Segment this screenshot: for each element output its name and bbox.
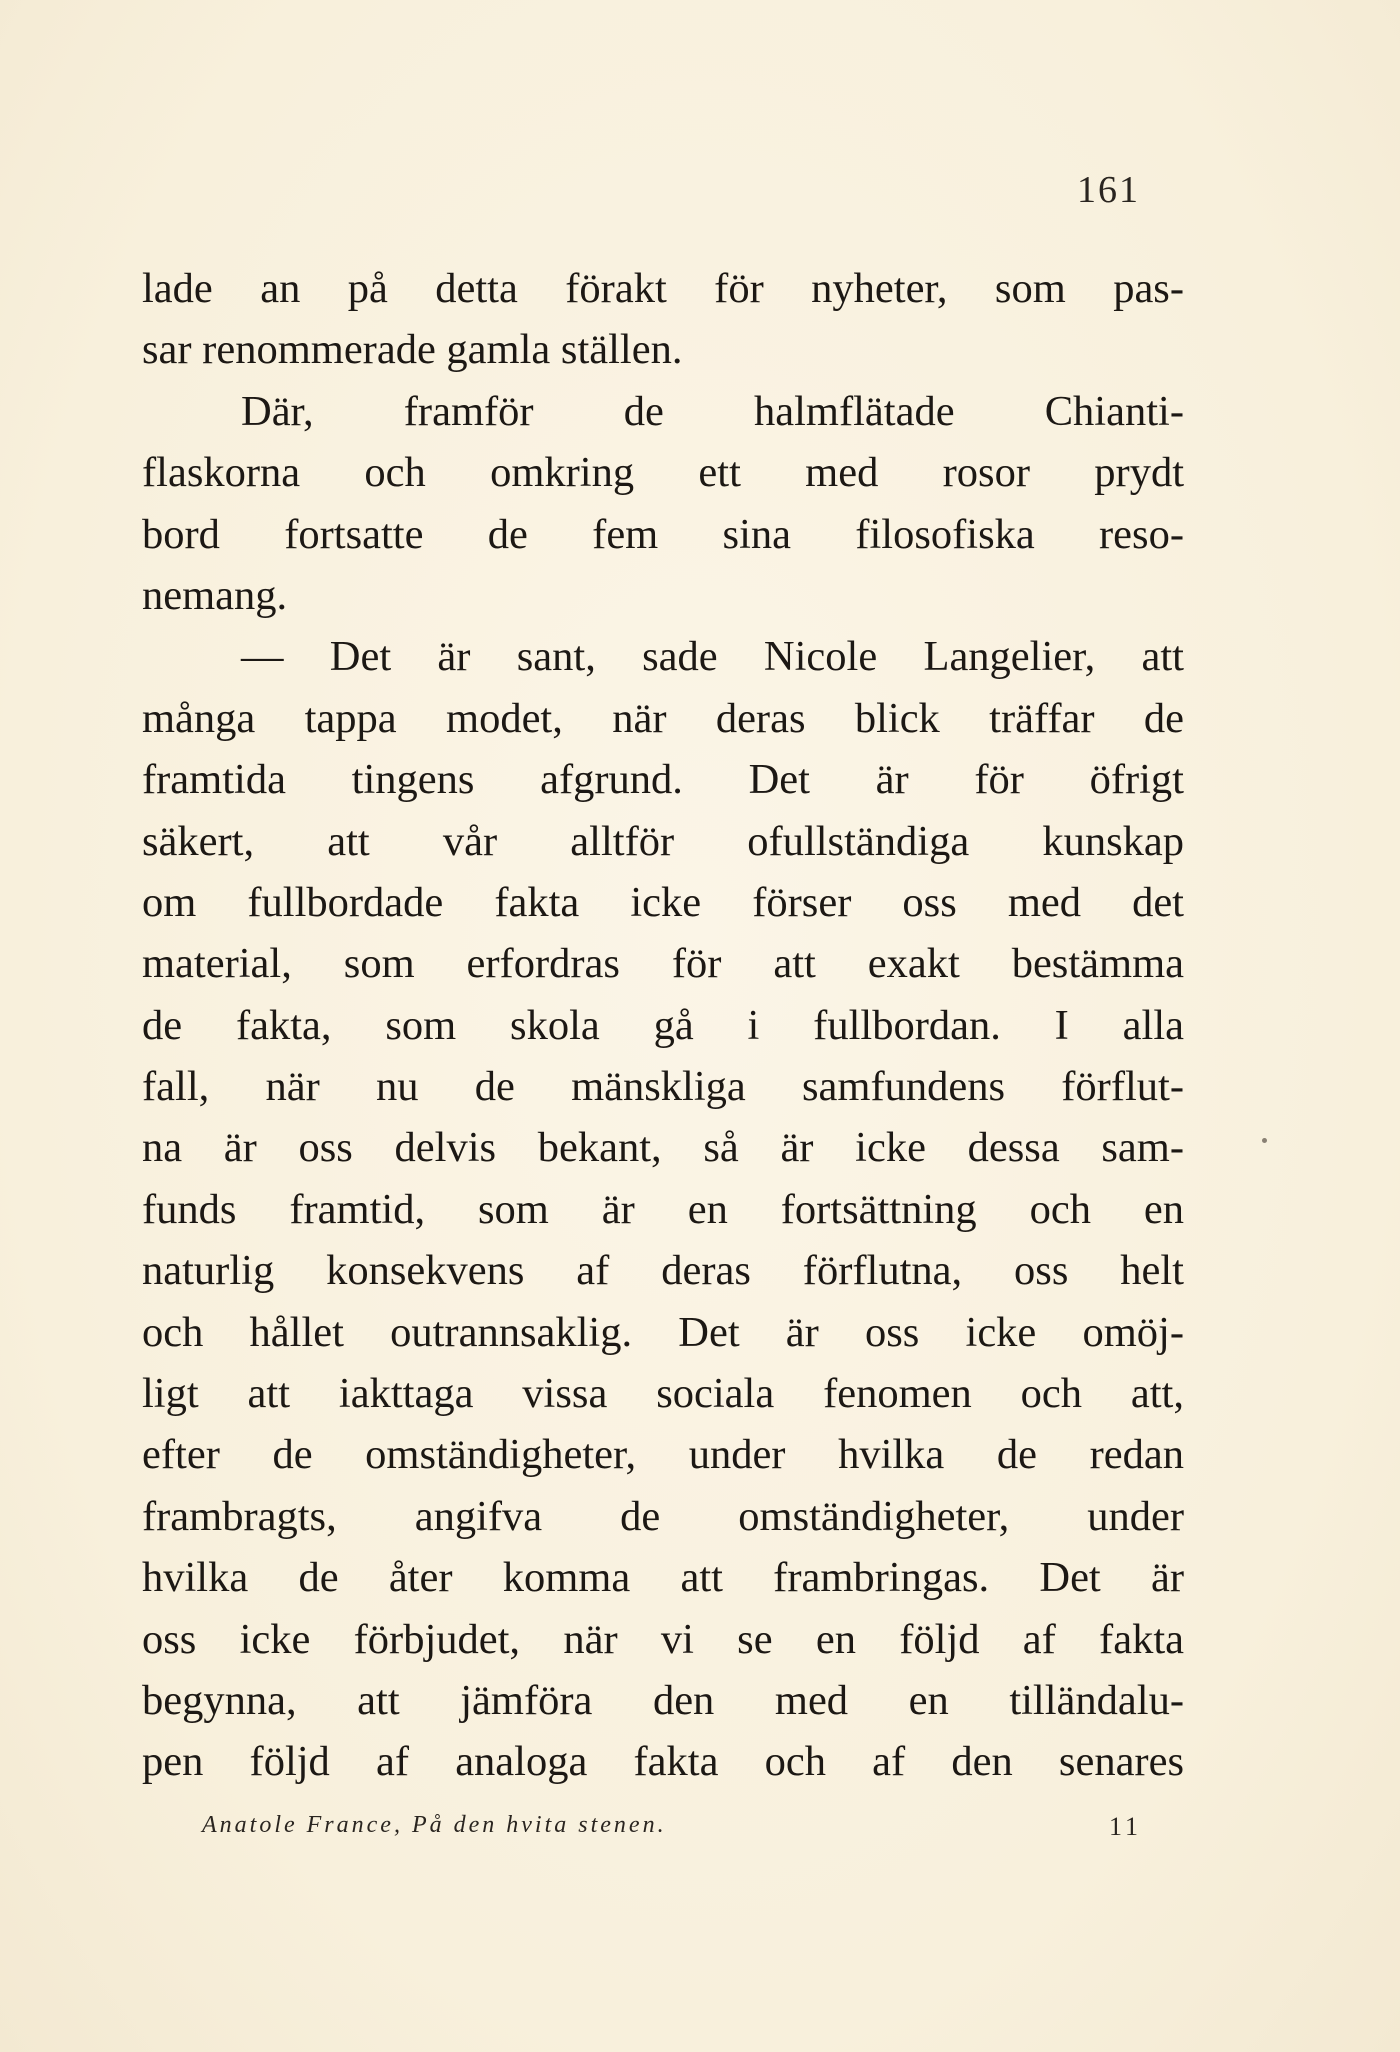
text-line: funds framtid, som är en fortsättning och en [142, 1185, 1184, 1233]
text-line: hvilka de åter komma att frambringas. Det är [142, 1554, 1184, 1602]
text-line: framtida tingens afgrund. Det är för öfrigt [142, 756, 1184, 804]
page-number: 161 [1077, 169, 1140, 211]
text-line: säkert, att vår alltför ofullständiga kunskap [142, 817, 1184, 865]
text-line: de fakta, som skola gå i fullbordan. I alla [142, 1001, 1184, 1049]
text-line: och hållet outrannsaklig. Det är oss icke omöj- [142, 1308, 1184, 1356]
text-line: begynna, att jämföra den med en tilländalu- [142, 1676, 1184, 1724]
text-line: flaskorna och omkring ett med rosor prydt [142, 449, 1184, 497]
body-text [142, 258, 1184, 1793]
ink-speck [1262, 1138, 1267, 1143]
text-line: sar renommerade gamla ställen. [142, 326, 683, 374]
text-line: ligt att iakttaga vissa sociala fenomen och att, [142, 1370, 1184, 1418]
signature-line: Anatole France, På den hvita stenen. [202, 1812, 667, 1838]
text-line: frambragts, angifva de omständigheter, under [142, 1492, 1184, 1540]
text-line: pen följd af analoga fakta och af den senares [142, 1738, 1184, 1786]
text-line: nemang. [142, 571, 288, 619]
text-line: Där, framför de halmflätade Chianti- [241, 387, 1184, 435]
text-line: många tappa modet, när deras blick träffar de [142, 694, 1184, 742]
text-line: om fullbordade fakta icke förser oss med det [142, 878, 1184, 926]
page-footer [202, 1812, 1142, 1852]
text-line: oss icke förbjudet, när vi se en följd af fakta [142, 1615, 1184, 1663]
sheet-number: 11 [1108, 1812, 1142, 1841]
text-line: naturlig konsekvens af deras förflutna, oss helt [142, 1247, 1184, 1295]
text-line: efter de omständigheter, under hvilka de redan [142, 1431, 1184, 1479]
text-line: fall, när nu de mänskliga samfundens förflut- [142, 1063, 1184, 1111]
text-line: lade an på detta förakt för nyheter, som pas- [142, 265, 1184, 312]
text-line: material, som erfordras för att exakt bestämma [142, 940, 1184, 988]
text-line: — Det är sant, sade Nicole Langelier, att [241, 633, 1184, 681]
text-line: bord fortsatte de fem sina filosofiska reso- [142, 510, 1184, 558]
text-line: na är oss delvis bekant, så är icke dessa sam- [142, 1124, 1184, 1172]
